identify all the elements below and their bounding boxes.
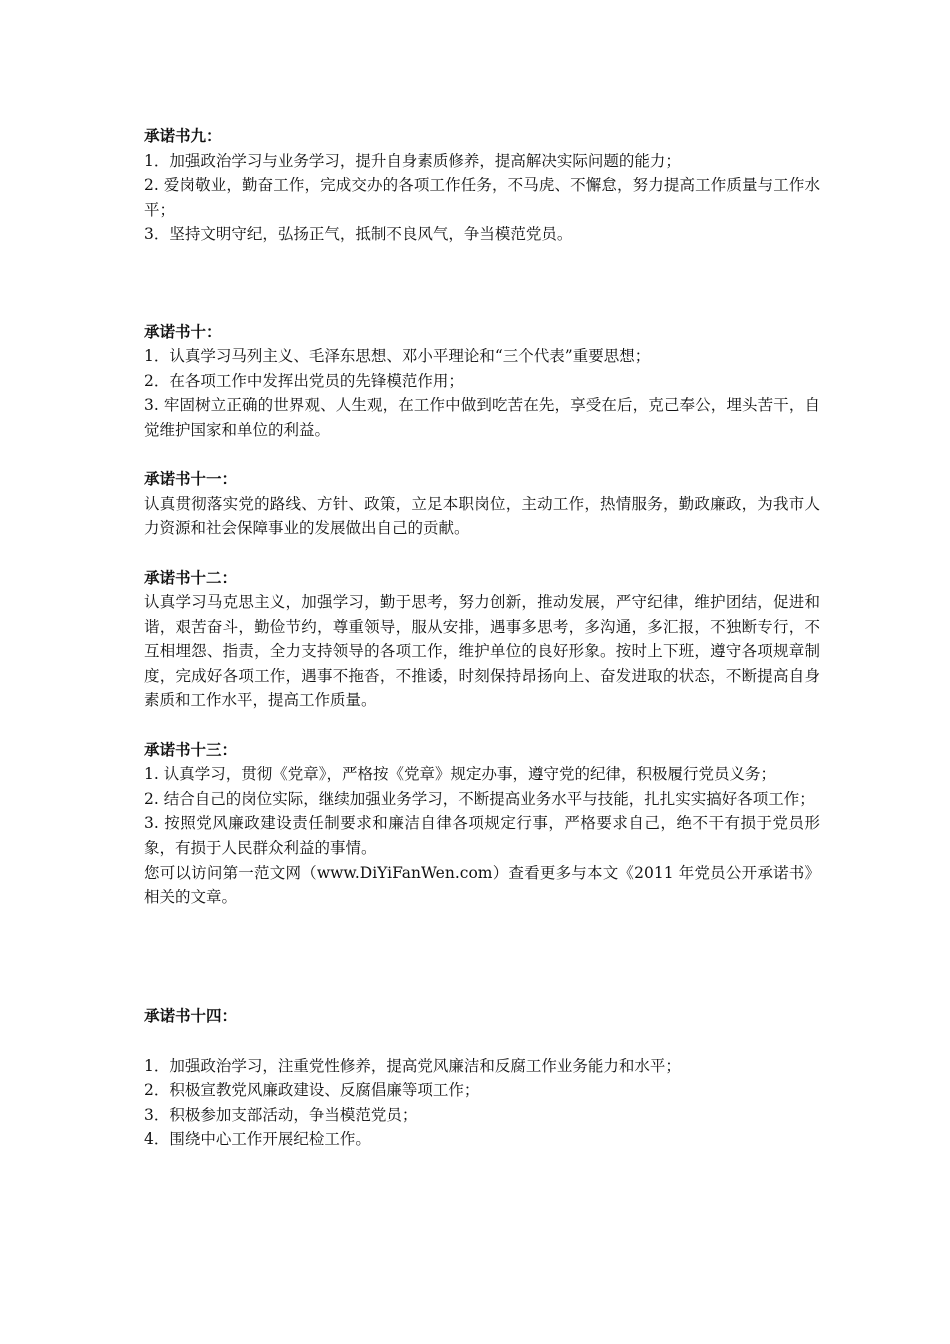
section-heading: 承诺书九： bbox=[144, 126, 222, 145]
document-page bbox=[144, 124, 820, 1152]
section-paragraph: 认真贯彻落实党的路线、方针、政策，立足本职岗位，主动工作，热情服务，勤政廉政，为我市人力资源和社会保障事业的发展做出自己的贡献。 bbox=[144, 494, 820, 538]
pledge-section-12 bbox=[144, 566, 820, 714]
section-heading: 承诺书十： bbox=[144, 321, 222, 341]
section-paragraph: 3．积极参加支部活动，争当模范党员； bbox=[144, 1105, 418, 1124]
section-paragraph: 1．认真学习马列主义、毛泽东思想、邓小平理论和“三个代表”重要思想； bbox=[144, 347, 651, 366]
pledge-section-13 bbox=[144, 738, 820, 910]
spacer bbox=[144, 295, 820, 320]
section-paragraph: 3．坚持文明守纪，弘扬正气，抵制不良风气，争当模范党员。 bbox=[144, 225, 573, 244]
section-heading: 承诺书十四： bbox=[144, 1006, 238, 1026]
section-paragraph: 2．在各项工作中发挥出党员的先锋模范作用； bbox=[144, 371, 464, 390]
section-paragraph: 4．围绕中心工作开展纪检工作。 bbox=[144, 1130, 371, 1149]
section-paragraph: 2. 结合自己的岗位实际，继续加强业务学习，不断提高业务水平与技能，扎扎实实搞好各项工作； bbox=[144, 789, 815, 808]
source-note: 您可以访问第一范文网（www.DiYiFanWen.com）查看更多与本文《2011 年党员公开承诺书》相关的文章。 bbox=[144, 863, 820, 907]
pledge-section-11 bbox=[144, 467, 820, 541]
section-paragraph: 1. 认真学习，贯彻《党章》，严格按《党章》规定办事，遵守党的纪律，积极履行党员义务； bbox=[144, 765, 776, 784]
pledge-section-14 bbox=[144, 1004, 820, 1152]
section-heading: 承诺书十二： bbox=[144, 567, 238, 587]
spacer bbox=[144, 1029, 820, 1054]
section-paragraph: 3. 按照党风廉政建设责任制要求和廉洁自律各项规定行事，严格要求自己，绝不干有损于党员形象，有损于人民群众利益的事情。 bbox=[144, 814, 820, 858]
spacer bbox=[144, 713, 820, 738]
spacer bbox=[144, 247, 820, 295]
pledge-section-10 bbox=[144, 320, 820, 443]
section-heading: 承诺书十一： bbox=[144, 469, 238, 489]
spacer bbox=[144, 443, 820, 468]
section-paragraph: 1．加强政治学习与业务学习，提升自身素质修养，提高解决实际问题的能力； bbox=[144, 151, 681, 170]
section-paragraph: 3. 牢固树立正确的世界观、人生观，在工作中做到吃苦在先，享受在后，克己奉公，埋头苦干，自觉维护国家和单位的利益。 bbox=[144, 396, 820, 439]
section-paragraph: 2. 爱岗敬业，勤奋工作，完成交办的各项工作任务，不马虎、不懈怠，努力提高工作质量与工作水平； bbox=[144, 176, 820, 219]
spacer bbox=[144, 980, 820, 1005]
spacer bbox=[144, 910, 820, 980]
section-paragraph: 1．加强政治学习，注重党性修养，提高党风廉洁和反腐工作业务能力和水平； bbox=[144, 1056, 681, 1075]
section-heading: 承诺书十三： bbox=[144, 739, 238, 759]
spacer bbox=[144, 541, 820, 566]
section-paragraph: 认真学习马克思主义，加强学习，勤于思考，努力创新，推动发展，严守纪律，维护团结，促进和谐，艰苦奋斗，勤俭节约，尊重领导，服从安排，遇事多思考，多沟通，多汇报，不独断专行，不互相埋怨、指责，全力支持领导的各项工作，维护单位的良好形象。按时上下班，遵守各项规章制度，完成好各项工作，遇事不拖沓，不推诿，时刻保持昂扬向上、奋发进取的状态，不断提高自身素质和工作水平，提高工作质量。 bbox=[144, 593, 820, 710]
pledge-section-9 bbox=[144, 124, 820, 247]
section-paragraph: 2．积极宣教党风廉政建设、反腐倡廉等项工作； bbox=[144, 1081, 480, 1100]
